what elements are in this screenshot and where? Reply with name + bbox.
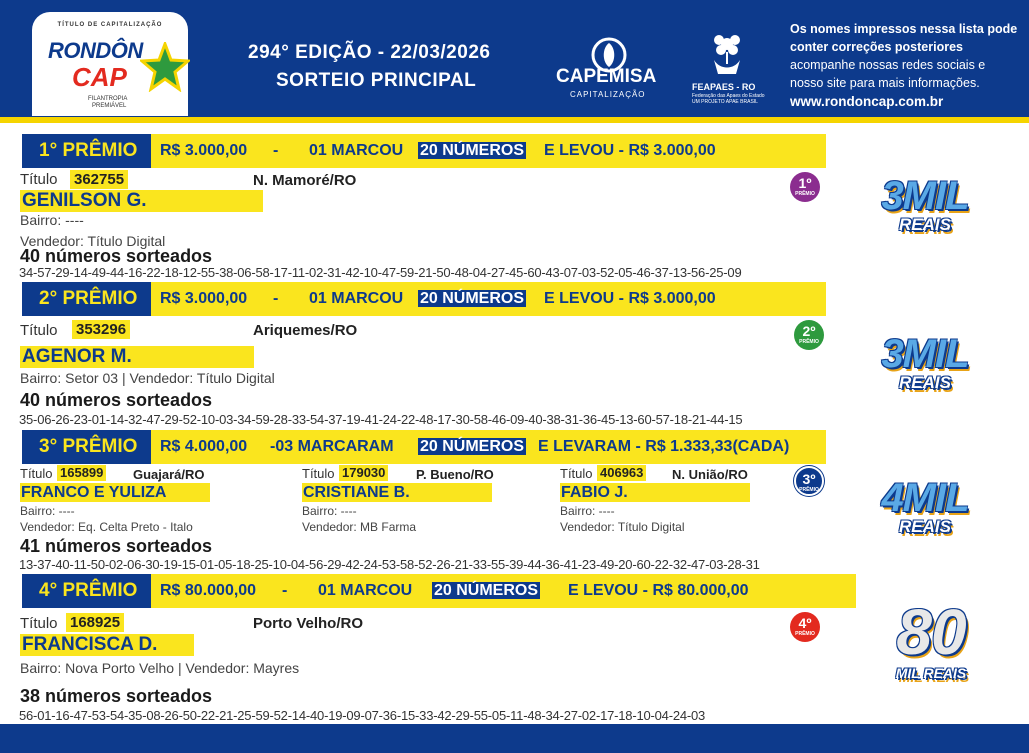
prize-1-bairro: Bairro: ---- <box>20 212 84 228</box>
logo-top-text: TÍTULO DE CAPITALIZAÇÃO <box>57 22 163 28</box>
prize-4-drawn-title: 38 números sorteados <box>20 686 213 706</box>
prize-2-numbers-badge: 20 NÚMEROS <box>420 290 525 307</box>
prize-1-numbers-badge: 20 NÚMEROS <box>420 142 525 159</box>
logo-brand-cap: CAP <box>72 62 127 92</box>
edition-title: 294° EDIÇÃO - 22/03/2026 <box>248 42 491 63</box>
prize-2-badge <box>794 320 824 350</box>
prize-4-titulo: 168925 <box>66 613 124 632</box>
feapaes-sub2: UM PROJETO APAE BRASIL <box>692 99 758 105</box>
logo-sub-premiavel: PREMIÁVEL <box>92 103 127 109</box>
prize-4-winner: FRANCISCA D. <box>20 634 194 656</box>
prize-4-badge <box>790 612 820 642</box>
capemisa-sub: CAPITALIZAÇÃO <box>570 90 646 99</box>
prize-3-result: E LEVARAM - R$ 1.333,33(CADA) <box>538 438 790 455</box>
prize-3-w2-titulo-label: Título <box>302 466 335 481</box>
prize-3-w3-city: N. União/RO <box>672 467 748 482</box>
header-stripe <box>0 117 1029 123</box>
prize-4-badge-num: 4º <box>798 615 812 631</box>
prize-2-dash: - <box>273 290 279 307</box>
prize-3-w1-vendedor: Vendedor: Eq. Celta Preto - Italo <box>20 520 193 534</box>
prize-4-label: 4° PRÊMIO <box>22 574 151 608</box>
prize-4-badge-text: PRÊMIO <box>795 631 815 637</box>
prize-4-bairro-vendedor: Bairro: Nova Porto Velho | Vendedor: Mayres <box>20 660 300 676</box>
capemisa-name: CAPEMISA <box>556 66 657 87</box>
prize-1-vendedor: Vendedor: Título Digital <box>20 233 166 249</box>
prize-3-w3-bairro: Bairro: ---- <box>560 504 615 518</box>
prize-4-dash: - <box>282 582 288 599</box>
prize-1-badge-num: 1º <box>798 175 812 191</box>
prize-3-bar <box>22 430 826 464</box>
prize-3-count: -03 MARCARAM <box>270 438 394 455</box>
prize-1-amount-big: 3MIL <box>881 174 969 218</box>
prize-1-amount-art <box>850 176 1000 234</box>
prize-2-city: Ariquemes/RO <box>253 322 358 339</box>
feapaes-sub1: Federação das Apaes do Estado <box>692 93 765 99</box>
prize-3-drawn-title: 41 números sorteados <box>20 536 213 556</box>
prize-3-amount-sub: REAIS <box>899 517 951 536</box>
prize-1-dash: - <box>273 142 279 159</box>
prize-3-w1-winner: FRANCO E YULIZA <box>20 483 210 502</box>
prize-1-numbers-wrap <box>418 134 526 168</box>
draw-title: SORTEIO PRINCIPAL <box>276 70 477 91</box>
prize-3-label: 3° PRÊMIO <box>22 430 151 464</box>
prize-3-w1-bairro: Bairro: ---- <box>20 504 75 518</box>
prize-1-drawn-title: 40 números sorteados <box>20 246 213 266</box>
prize-1-badge <box>790 172 820 202</box>
prize-1-result: E LEVOU - R$ 3.000,00 <box>544 142 716 159</box>
prize-2-label: 2° PRÊMIO <box>22 282 151 316</box>
prize-3-w1-titulo: 165899 <box>57 465 106 481</box>
rondoncap-logo <box>32 12 188 116</box>
feapaes-name: FEAPAES - RO <box>692 82 756 92</box>
prize-2-drawn-title: 40 números sorteados <box>20 390 213 410</box>
prize-2-result: E LEVOU - R$ 3.000,00 <box>544 290 716 307</box>
prize-2-value: R$ 3.000,00 <box>160 290 248 307</box>
prize-3-amount-big: 4MIL <box>881 476 969 520</box>
prize-4-numbers-badge: 20 NÚMEROS <box>434 582 539 599</box>
prize-1-bar <box>22 134 826 168</box>
prize-2-winner: AGENOR M. <box>20 346 254 368</box>
star-icon <box>140 42 190 92</box>
prize-3-w2-bairro: Bairro: ---- <box>302 504 357 518</box>
prize-4-bar <box>22 574 856 608</box>
prize-1-label: 1° PRÊMIO <box>22 134 151 168</box>
notice-text <box>790 20 1022 92</box>
prize-3-w2-vendedor: Vendedor: MB Farma <box>302 520 417 534</box>
prize-2-drawn-numbers: 35-06-26-23-01-14-32-47-29-52-10-03-34-59-28-33-54-37-19-41-24-22-48-17-30-58-46-09-40-38-31-36-45-13-60-57-18-21-44-15 <box>19 412 743 427</box>
prize-3-w3-titulo: 406963 <box>597 465 646 481</box>
prize-1-count: 01 MARCOU <box>309 142 404 159</box>
prize-3-badge-num: 3º <box>802 471 816 487</box>
prize-4-result: E LEVOU - R$ 80.000,00 <box>568 582 749 599</box>
prize-3-badge-text: PRÊMIO <box>799 487 819 493</box>
prize-1-city: N. Mamoré/RO <box>253 172 357 189</box>
prize-3-w3-vendedor: Vendedor: Título Digital <box>560 520 685 534</box>
prize-3-value: R$ 4.000,00 <box>160 438 248 455</box>
prize-2-badge-text: PRÊMIO <box>799 339 819 345</box>
prize-4-amount-sub: MIL REAIS <box>895 665 967 681</box>
prize-3-w1-city: Guajará/RO <box>133 467 205 482</box>
website-link[interactable]: www.rondoncap.com.br <box>790 94 944 109</box>
prize-4-count: 01 MARCOU <box>318 582 413 599</box>
footer-bar <box>0 724 1029 753</box>
prize-1-winner: GENILSON G. <box>20 190 263 212</box>
prize-3-numbers-badge: 20 NÚMEROS <box>420 438 525 455</box>
prize-4-city: Porto Velho/RO <box>253 615 364 632</box>
prize-2-amount-big: 3MIL <box>881 332 969 376</box>
prize-1-drawn-numbers: 34-57-29-14-49-44-16-22-18-12-55-38-06-58-17-11-02-31-42-10-47-59-21-50-48-04-27-45-60-43-07-03-52-05-46-37-13-56-25-09 <box>19 265 742 280</box>
prize-3-w3-titulo-label: Título <box>560 466 593 481</box>
prize-4-value: R$ 80.000,00 <box>160 582 257 599</box>
prize-3-w2-titulo: 179030 <box>339 465 388 481</box>
prize-4-amount-art <box>856 596 1006 682</box>
prize-4-amount-big: 80 <box>896 596 966 668</box>
prize-3-drawn-numbers: 13-37-40-11-50-02-06-30-19-15-01-05-18-25-10-04-56-29-42-24-53-58-52-26-21-33-55-39-44-36-41-23-49-20-60-22-32-47-03-28-31 <box>19 557 760 572</box>
prize-4-drawn-numbers: 56-01-16-47-53-54-35-08-26-50-22-21-25-59-52-14-40-19-09-07-36-15-33-42-29-55-05-11-48-34-27-02-17-18-10-04-24-03 <box>19 708 706 723</box>
prize-4-titulo-label: Título <box>20 615 58 632</box>
prize-2-titulo-label: Título <box>20 322 58 339</box>
feapaes-flower-icon <box>706 30 748 78</box>
prize-3-w3-winner: FABIO J. <box>560 483 750 502</box>
logo-sub-filantropia: FILANTROPIA <box>88 96 128 102</box>
prize-3-w2-city: P. Bueno/RO <box>416 467 494 482</box>
prize-4-numbers-wrap <box>432 574 540 608</box>
notice-bold: Os nomes impressos nessa lista pode conter correções posteriores <box>790 22 1018 54</box>
prize-1-titulo-label: Título <box>20 171 58 188</box>
prize-3-amount-art <box>850 478 1000 536</box>
prize-2-amount-art <box>850 334 1000 392</box>
prize-2-count: 01 MARCOU <box>309 290 404 307</box>
prize-1-value: R$ 3.000,00 <box>160 142 248 159</box>
prize-2-bairro-vendedor: Bairro: Setor 03 | Vendedor: Título Digital <box>20 370 275 386</box>
prize-2-numbers-wrap <box>418 282 526 316</box>
prize-3-badge <box>794 466 824 496</box>
prize-1-amount-sub: REAIS <box>899 215 951 234</box>
prize-1-badge-text: PRÊMIO <box>795 191 815 197</box>
prize-1-titulo: 362755 <box>70 170 128 189</box>
prize-3-numbers-wrap <box>418 430 526 464</box>
prize-3-w1-titulo-label: Título <box>20 466 53 481</box>
prize-2-bar <box>22 282 826 316</box>
prize-3-w2-winner: CRISTIANE B. <box>302 483 492 502</box>
notice-body: acompanhe nossas redes sociais e nosso site para mais informações. <box>790 58 986 90</box>
logo-brand-rondon: RONDÔN <box>48 38 143 63</box>
prize-2-badge-num: 2º <box>802 323 816 339</box>
prize-2-titulo: 353296 <box>72 320 130 339</box>
prize-2-amount-sub: REAIS <box>899 373 951 392</box>
